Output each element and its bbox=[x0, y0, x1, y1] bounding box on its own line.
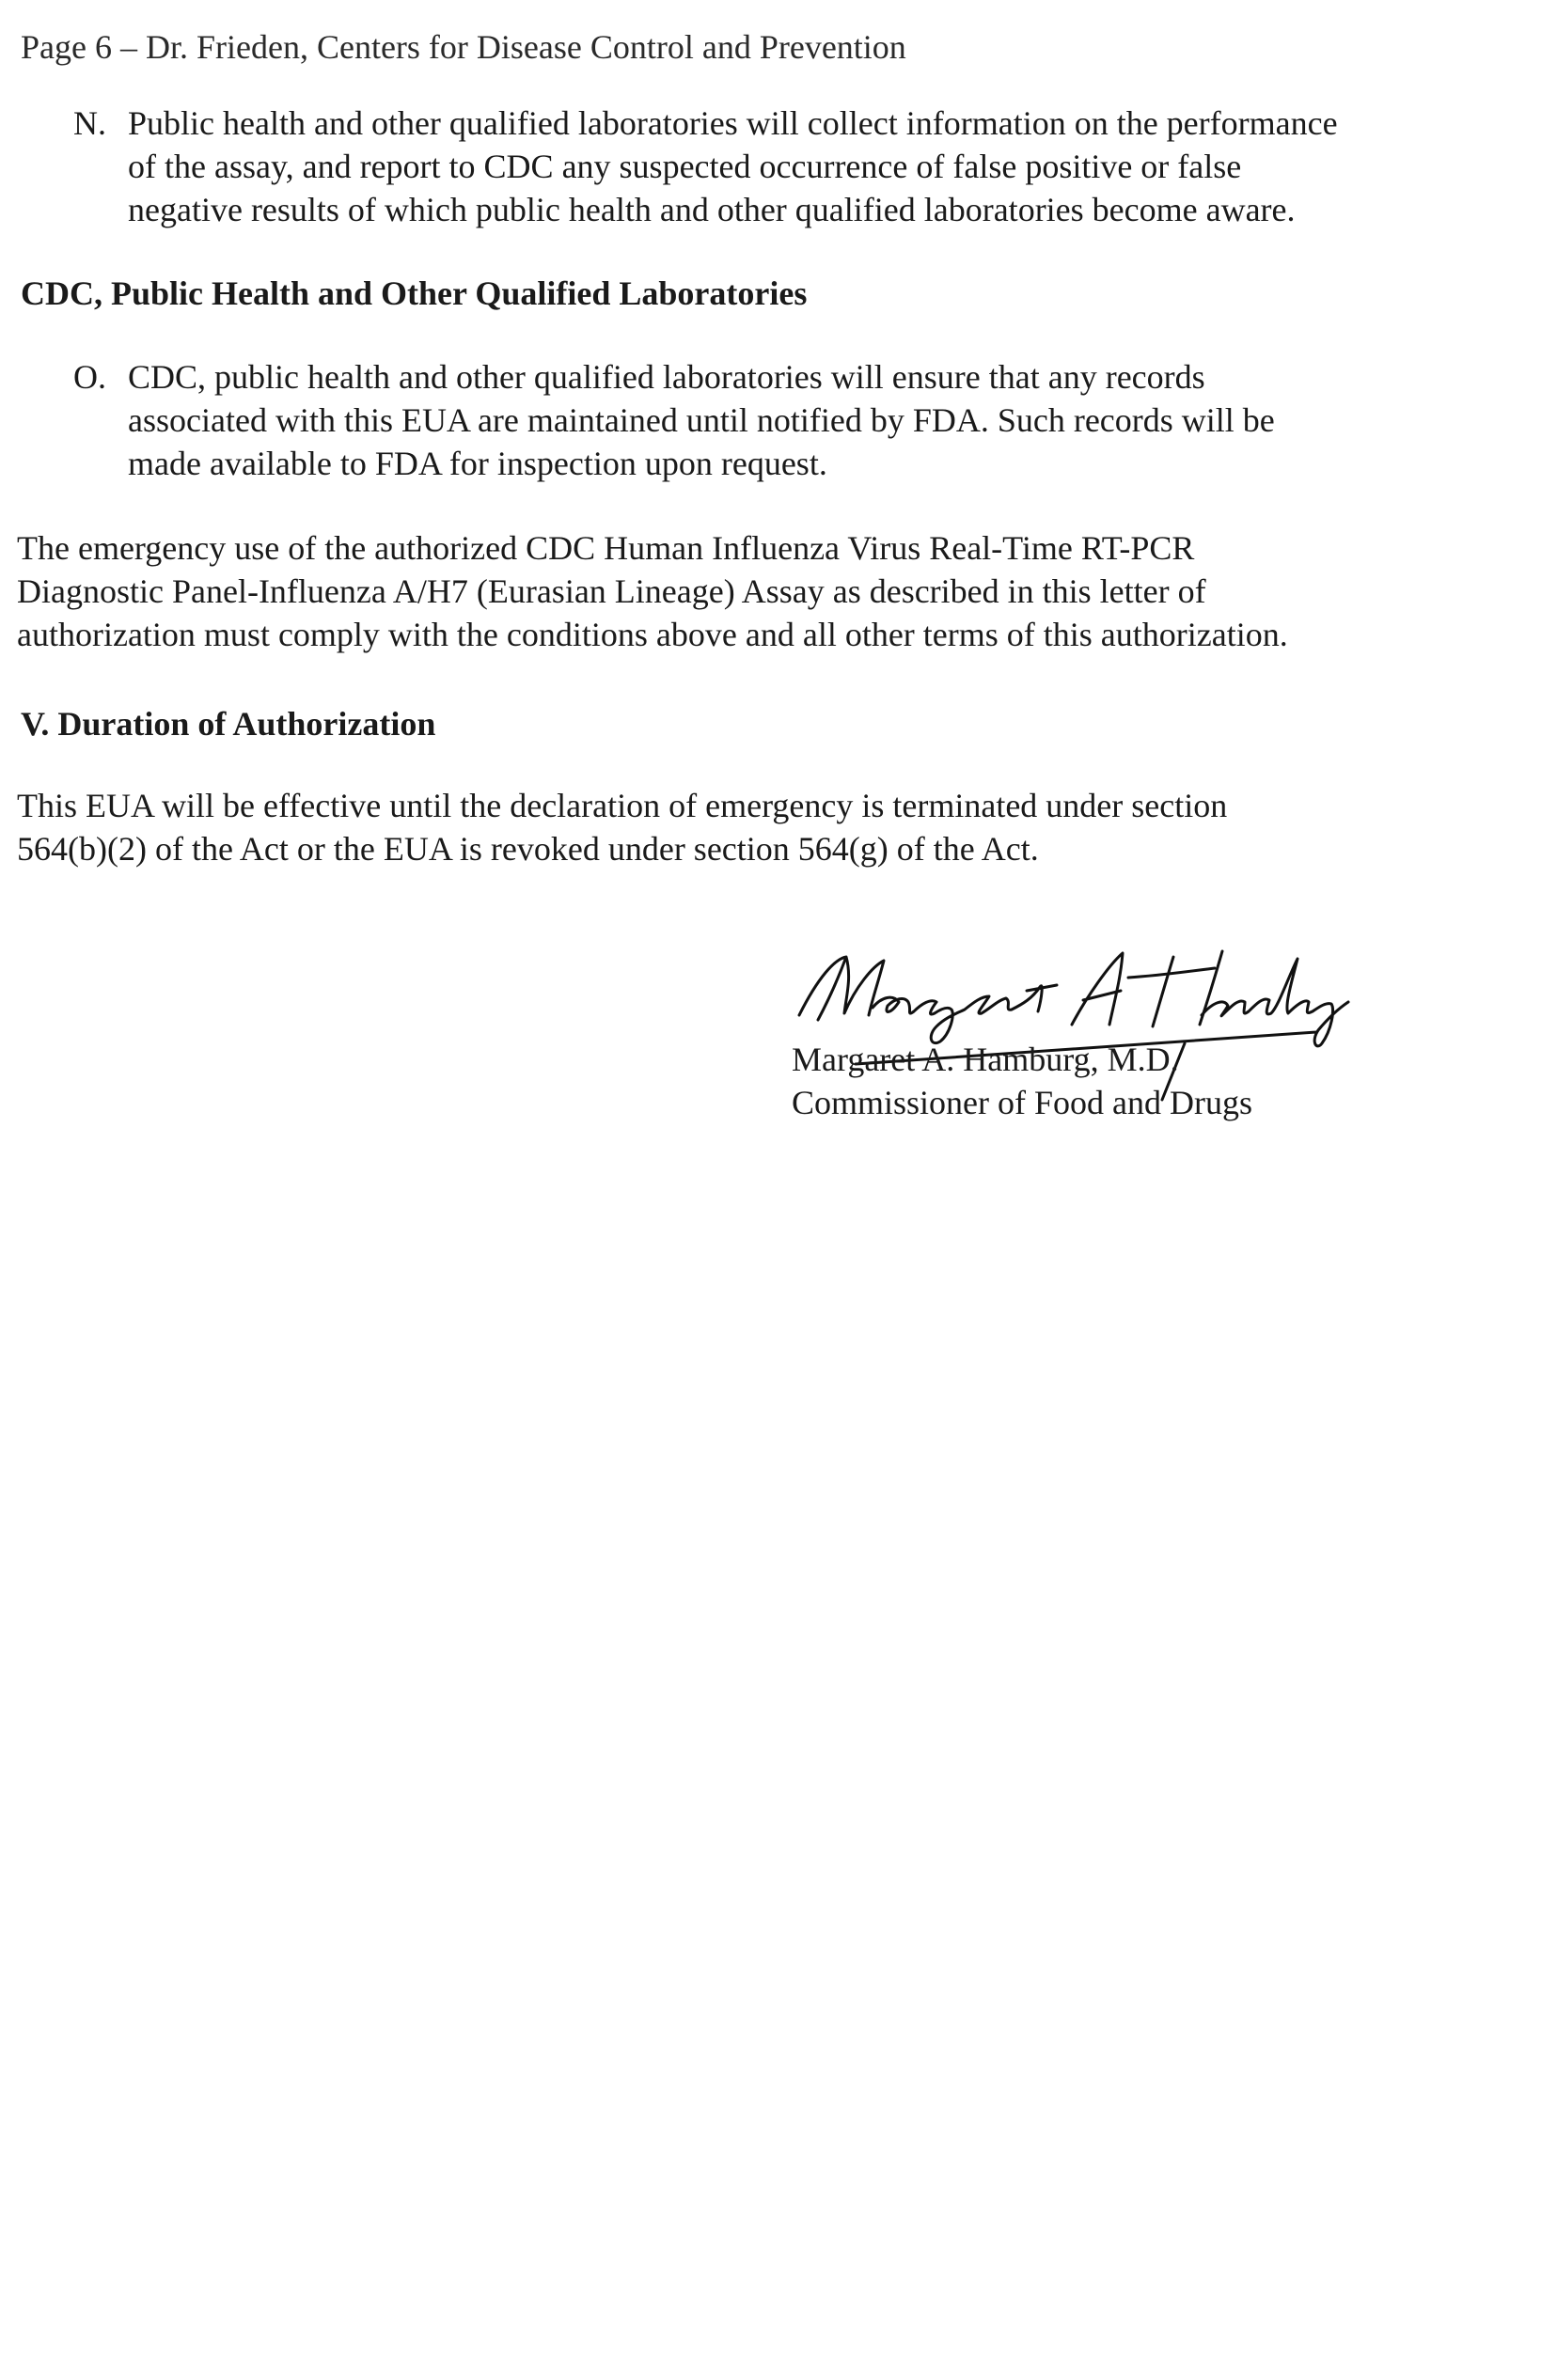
section-heading-duration: V. Duration of Authorization bbox=[21, 705, 436, 743]
effective-period-paragraph bbox=[17, 784, 1227, 870]
paragraph-line: The emergency use of the authorized CDC Human Influenza Virus Real-Time RT-PCR bbox=[17, 529, 1195, 567]
item-line: made available to FDA for inspection upon request. bbox=[128, 445, 827, 482]
paragraph-line: Diagnostic Panel-Influenza A/H7 (Eurasian Lineage) Assay as described in this letter of bbox=[17, 572, 1206, 610]
paragraph-line: This EUA will be effective until the declaration of emergency is terminated under section bbox=[17, 787, 1228, 824]
signer-title: Commissioner of Food and Drugs bbox=[792, 1084, 1252, 1121]
emergency-use-paragraph bbox=[17, 526, 1288, 656]
page-header: Page 6 – Dr. Frieden, Centers for Disease Control and Prevention bbox=[21, 28, 906, 66]
item-line: associated with this EUA are maintained until notified by FDA. Such records will be bbox=[128, 401, 1275, 439]
item-line: Public health and other qualified laboratories will collect information on the performance bbox=[128, 104, 1338, 142]
signer-name: Margaret A. Hamburg, M.D. bbox=[792, 1041, 1179, 1078]
paragraph-line: authorization must comply with the conditions above and all other terms of this authorization. bbox=[17, 616, 1288, 653]
section-heading-laboratories: CDC, Public Health and Other Qualified Laboratories bbox=[21, 274, 808, 312]
item-line: CDC, public health and other qualified laboratories will ensure that any records bbox=[128, 358, 1205, 396]
condition-item-n bbox=[73, 102, 1338, 231]
item-marker: N. bbox=[73, 104, 106, 142]
condition-item-o bbox=[73, 355, 1275, 485]
item-line: of the assay, and report to CDC any suspected occurrence of false positive or false bbox=[128, 148, 1242, 185]
item-marker: O. bbox=[73, 358, 106, 396]
paragraph-line: 564(b)(2) of the Act or the EUA is revoked under section 564(g) of the Act. bbox=[17, 830, 1039, 868]
item-line: negative results of which public health and other qualified laboratories become aware. bbox=[128, 191, 1296, 228]
